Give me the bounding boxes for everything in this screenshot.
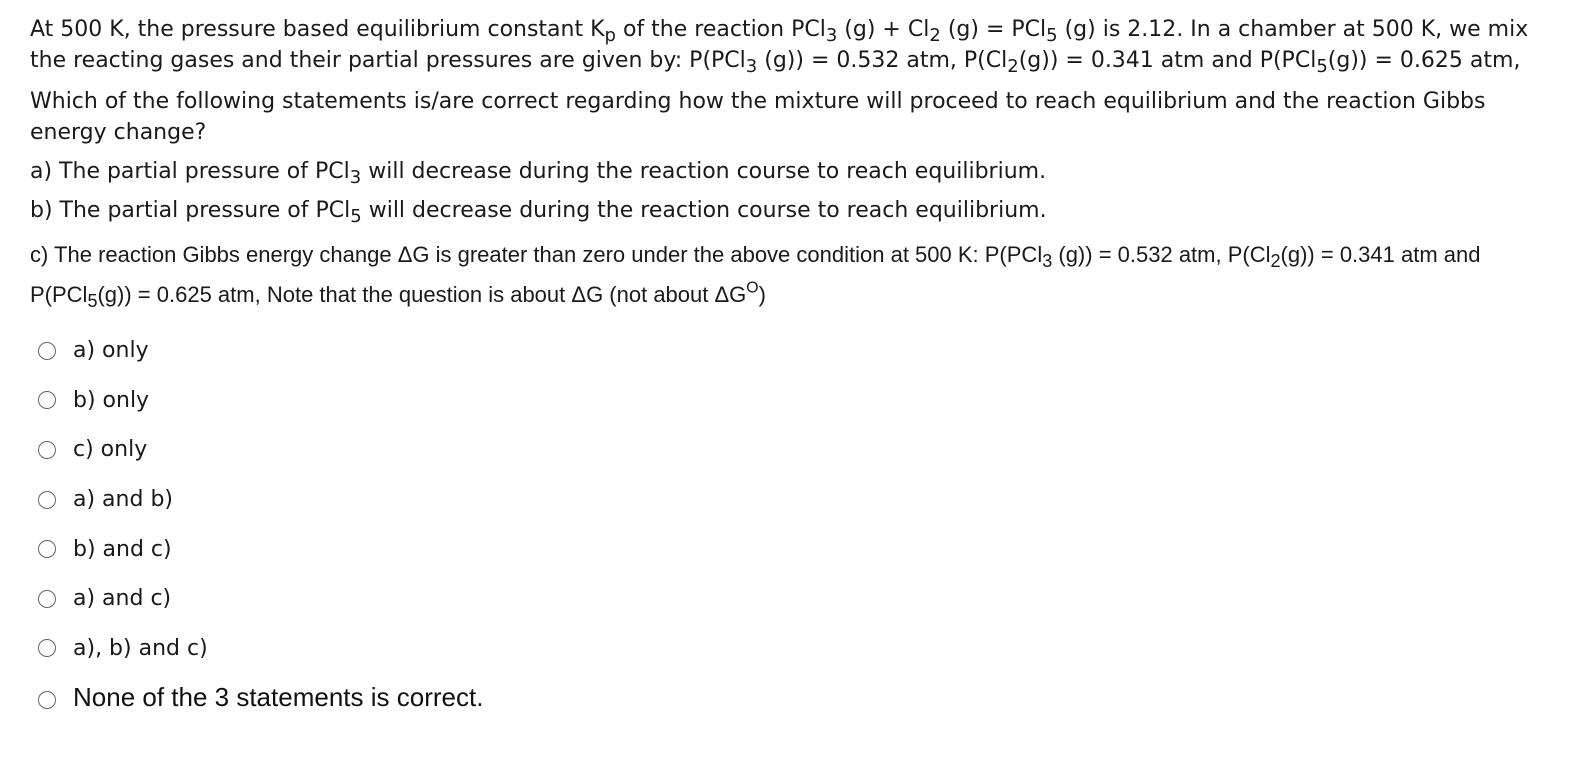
subscript: 5 xyxy=(350,206,362,228)
question-intro-part: (g) + Cl xyxy=(837,17,930,42)
subscript: 2 xyxy=(1007,56,1019,78)
subscript: 3 xyxy=(745,56,758,78)
option-label: a) and c) xyxy=(73,586,172,612)
radio-button[interactable] xyxy=(38,391,56,409)
subscript: 5 xyxy=(1046,25,1058,47)
answer-options xyxy=(38,326,938,723)
radio-button[interactable] xyxy=(38,441,56,459)
subscript: 3 xyxy=(349,167,362,189)
question-prompt: Which of the following statements is/are correct regarding how the mixture will proceed to reach equilibrium and the reaction Gibbs energy change? xyxy=(30,89,1486,145)
question-intro-part: of the reaction PCl xyxy=(615,17,826,42)
statement-part: ) xyxy=(758,282,766,307)
option-none-correct[interactable] xyxy=(38,673,938,723)
option-b-only[interactable] xyxy=(38,376,938,426)
question-intro-part: (g)) = 0.341 atm and P(PCl xyxy=(1018,48,1317,73)
question-text xyxy=(30,14,1550,315)
question-intro-part: (g)) = 0.532 atm, P(Cl xyxy=(757,48,1008,73)
statement-part: (g)) = 0.532 atm, P(Cl xyxy=(1052,242,1271,267)
radio-button[interactable] xyxy=(38,691,56,709)
statement-part: (g)) = 0.625 atm, Note that the question is about ΔG (not about ΔG xyxy=(97,282,747,307)
subscript: p xyxy=(604,25,616,47)
radio-button[interactable] xyxy=(38,590,56,608)
option-label: c) only xyxy=(73,437,148,463)
option-a-and-b[interactable] xyxy=(38,475,938,525)
statement-part: will decrease during the reaction course to reach equilibrium. xyxy=(361,198,1047,223)
subscript: 5 xyxy=(1316,56,1328,78)
subscript: 3 xyxy=(825,25,838,47)
question-intro-part: (g) = PCl xyxy=(940,17,1047,42)
option-label: a) only xyxy=(73,338,149,364)
subscript: 2 xyxy=(929,25,941,47)
radio-button[interactable] xyxy=(38,491,56,509)
option-c-only[interactable] xyxy=(38,425,938,475)
radio-button[interactable] xyxy=(38,342,56,360)
question-intro-part: At 500 K, the pressure based equilibrium constant K xyxy=(30,17,605,42)
option-label: None of the 3 statements is correct. xyxy=(73,682,484,713)
question-intro xyxy=(30,14,1550,76)
statement-part: will decrease during the reaction course to reach equilibrium. xyxy=(361,159,1047,184)
option-b-and-c[interactable] xyxy=(38,524,938,574)
question-intro-part: (g)) = 0.625 atm, xyxy=(1327,48,1521,73)
statement-c xyxy=(30,235,1550,315)
radio-button[interactable] xyxy=(38,540,56,558)
statement-part: a) The partial pressure of PCl xyxy=(30,159,350,184)
option-label: a) and b) xyxy=(73,487,173,513)
superscript: O xyxy=(746,279,759,297)
option-label: b) only xyxy=(73,387,150,413)
option-a-b-and-c[interactable] xyxy=(38,624,938,674)
statement-b xyxy=(30,195,1550,226)
question-intro-part: (g) is 2.12. In a chamber at 500 K, we mix the reacting gases and their partial pressures are given by: P(PCl xyxy=(30,17,1529,73)
radio-button[interactable] xyxy=(38,639,56,657)
statement-part: (g)) = 0.341 atm and P(PCl xyxy=(30,242,1481,307)
option-label: a), b) and c) xyxy=(73,635,208,661)
subscript: 5 xyxy=(87,291,98,312)
option-a-and-c[interactable] xyxy=(38,574,938,624)
subscript: 3 xyxy=(1042,251,1053,272)
subscript: 2 xyxy=(1270,251,1281,272)
option-a-only[interactable] xyxy=(38,326,938,376)
statement-part: b) The partial pressure of PCl xyxy=(30,198,351,223)
statement-part: c) The reaction Gibbs energy change ΔG is greater than zero under the above condition at 500 K: P(PCl xyxy=(30,242,1043,267)
option-label: b) and c) xyxy=(73,536,172,562)
statement-a xyxy=(30,156,1550,187)
